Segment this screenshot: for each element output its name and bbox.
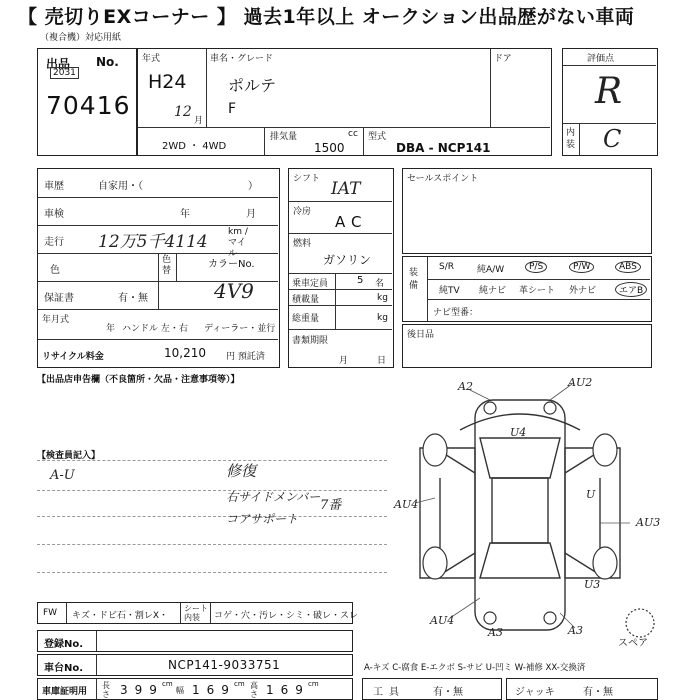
capacity-unit: 名: [375, 279, 385, 289]
model-label: 型式: [368, 132, 387, 142]
equip-pw: P/W: [569, 261, 594, 273]
diagram-mark-a3-right: A3: [568, 624, 583, 637]
year-style-label: 年月式: [42, 315, 70, 325]
inspector-note-repair: 修復: [226, 462, 257, 480]
record-label: 書類期限: [292, 336, 329, 346]
color-change-label: 色替: [162, 255, 172, 276]
diagram-mark-au3: AU3: [636, 516, 661, 529]
color-no-label: カラーNo.: [208, 259, 255, 270]
weight-label: 総重量: [292, 314, 320, 324]
fuel-label: 燃料: [293, 239, 312, 249]
width-label: 幅: [176, 686, 184, 695]
recycle-label: リサイクル料金: [42, 352, 104, 362]
lot-box: [37, 48, 137, 156]
sales-point-label: セールスポイント: [407, 174, 479, 184]
grade-label: 評価点: [587, 54, 615, 64]
mileage-unit: km / マイル: [228, 227, 248, 259]
grade-box: [562, 48, 658, 156]
year-label: 年式: [142, 54, 161, 64]
seller-note-label: 【出品店申告欄（不良箇所・欠品・注意事項等）】: [37, 375, 240, 385]
inspector-label: 【検査員記入】: [37, 451, 101, 461]
model-value: DBA - NCP141: [396, 141, 491, 155]
displacement-unit: cc: [348, 129, 358, 139]
inspector-note-member: 右サイドメンバー: [226, 490, 321, 504]
shaken-label: 車検: [44, 209, 64, 220]
chassis-value: NCP141-9033751: [168, 658, 281, 672]
spec-box: [288, 168, 394, 368]
interior-value: C: [603, 125, 622, 153]
garage-cert-label: 車庫証明用: [42, 687, 88, 697]
registration-label: 登録No.: [44, 639, 84, 650]
spare-label: スペア: [618, 638, 648, 649]
after-items-box: [402, 324, 652, 368]
record-month: 月: [339, 356, 349, 366]
lot-number: 70416: [46, 91, 131, 120]
length-value: 399: [120, 683, 164, 697]
diagram-mark-a2: A2: [458, 380, 473, 393]
height-label: 高さ: [250, 681, 258, 699]
inspector-note-seven: 7番: [320, 498, 342, 513]
banner-title: 【 売切りEXコーナー 】 過去1年以上 オークション出品歴がない車両: [18, 6, 635, 28]
year-value: H24: [148, 71, 187, 93]
chassis-row: [37, 654, 353, 676]
length-label: 長さ: [102, 681, 110, 699]
equip-navi: 純ナビ: [479, 286, 507, 296]
warranty-label: 保証書: [44, 293, 74, 304]
fuel-value: ガソリン: [323, 253, 372, 267]
diagram-mark-au4-left: AU4: [394, 498, 419, 511]
car-grade: F: [228, 101, 237, 117]
diagram-mark-au2: AU2: [568, 376, 593, 389]
lot-small-number: 2031: [50, 67, 79, 79]
month-unit: 月: [194, 116, 204, 126]
car-damage-diagram: [394, 376, 700, 649]
capacity-label: 乗車定員: [292, 279, 329, 289]
month-value: 12: [174, 104, 192, 120]
history-value: 自家用・（: [98, 181, 143, 192]
ac-value: AC: [335, 213, 368, 231]
shaken-year: 年: [180, 209, 190, 220]
shift-value: IAT: [331, 179, 361, 199]
car-name-label: 車名・グレード: [210, 54, 274, 64]
fw-label: FW: [43, 608, 58, 618]
color-label: 色: [50, 265, 60, 276]
fw-items: キズ・ドビ石・割レX・: [72, 611, 168, 621]
history-box: [37, 168, 280, 368]
garage-cert-row: [37, 678, 353, 700]
door-label: ドア: [494, 54, 512, 64]
load-unit: kg: [377, 293, 388, 303]
diagram-mark-u: U: [586, 488, 596, 501]
displacement-label: 排気量: [270, 132, 298, 142]
grade-value: R: [595, 71, 623, 112]
displacement-value: 1500: [314, 141, 345, 155]
shaken-month: 月: [246, 209, 256, 220]
interior-label: 内装: [566, 128, 576, 150]
damage-legend: A-キズ C-腐食 E-エクボ S-サビ U-凹ミ W-補修 XX-交換済: [364, 663, 586, 673]
record-day: 日: [377, 356, 387, 366]
sales-point-box: [402, 168, 652, 254]
diagram-mark-au4-bottom: AU4: [430, 614, 455, 627]
equipment-box: [402, 256, 652, 322]
equipment-label: 装備: [409, 268, 419, 291]
registration-row: [37, 630, 353, 652]
navi-model-label: ナビ型番：: [433, 308, 479, 318]
mileage-label: 走行: [44, 237, 64, 248]
height-unit: cm: [308, 680, 319, 688]
equip-aw: 純A/W: [477, 265, 505, 275]
car-info-box: [137, 48, 552, 156]
recycle-value: 10,210: [164, 346, 206, 360]
dealer-type: ディーラー・並行: [204, 324, 276, 334]
tools-row: [362, 678, 502, 700]
height-value: 169: [266, 683, 310, 697]
diagram-mark-a3-left: A3: [488, 626, 503, 639]
color-no-value: 4V9: [214, 279, 254, 303]
lot-no-label: No.: [96, 55, 119, 69]
equip-ext-navi: 外ナビ: [569, 286, 597, 296]
warranty-value: 有・無: [118, 293, 148, 304]
diagram-mark-u4: U4: [510, 426, 527, 439]
lot-label: 出品: [46, 57, 71, 71]
recycle-unit: 円 預託済: [226, 352, 265, 362]
width-value: 169: [192, 683, 236, 697]
mileage-value: 12万5千4114: [98, 232, 208, 252]
equip-tv: 純TV: [439, 286, 460, 296]
tools-label: 工具: [373, 687, 405, 698]
equip-leather: 革シート: [519, 286, 556, 296]
weight-unit: kg: [377, 313, 388, 323]
fw-sheet-label: シート内装: [184, 604, 208, 622]
subnote: （複合機）対応用紙: [40, 33, 122, 43]
history-label: 車歴: [44, 181, 64, 192]
equip-airbag: エアB: [615, 282, 647, 297]
equip-abs: ABS: [615, 261, 641, 273]
drive-type: 2WD ・ 4WD: [162, 141, 227, 152]
load-label: 積載量: [292, 295, 320, 305]
ac-label: 冷房: [293, 207, 312, 217]
jack-label: ジャッキ: [515, 687, 555, 698]
chassis-label: 車台No.: [44, 663, 84, 674]
handle-side: ハンドル 左・右: [122, 324, 188, 334]
equip-sr: S/R: [439, 262, 454, 272]
jack-value: 有・無: [583, 687, 613, 698]
width-unit: cm: [234, 680, 245, 688]
jack-row: [506, 678, 658, 700]
inspector-note-core: コアサポート: [226, 512, 299, 526]
diagram-mark-u3: U3: [584, 578, 601, 591]
after-items-label: 後日品: [407, 330, 435, 340]
history-close: ）: [248, 181, 258, 192]
shift-label: シフト: [293, 174, 321, 184]
car-name: ポルテ: [228, 76, 277, 95]
year-style-unit: 年: [106, 324, 116, 334]
fw-row: [37, 602, 359, 624]
length-unit: cm: [162, 680, 173, 688]
capacity-value: 5: [357, 275, 364, 286]
inspector-note-au: A-U: [50, 468, 75, 483]
fw-items-interior: コゲ・穴・汚レ・シミ・破レ・スレ: [214, 611, 359, 621]
equip-ps: P/S: [525, 261, 547, 273]
tools-value: 有・無: [433, 687, 463, 698]
